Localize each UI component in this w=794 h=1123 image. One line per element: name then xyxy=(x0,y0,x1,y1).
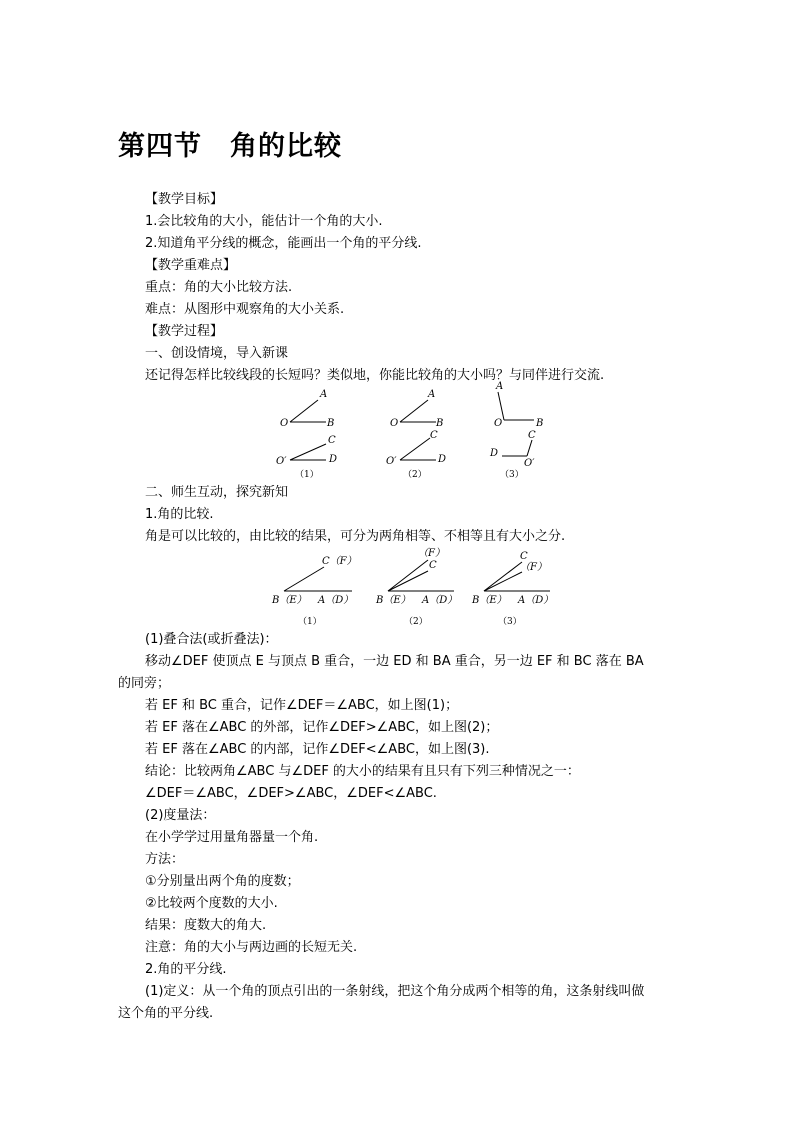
text-line: 2.知道角平分线的概念，能画出一个角的平分线. xyxy=(145,236,422,251)
text-line: 若 EF 落在∠ABC 的外部，记作∠DEF>∠ABC，如上图(2)； xyxy=(145,720,499,735)
point-label: A（D） xyxy=(518,595,554,606)
text-line: 结论：比较两角∠ABC 与∠DEF 的大小的结果有且只有下列三种情况之一： xyxy=(145,764,580,779)
point-label: A xyxy=(496,381,504,392)
text-line: 【教学过程】 xyxy=(145,324,224,339)
point-label: （F） xyxy=(418,548,445,559)
point-label: C xyxy=(429,560,437,571)
point-label: D xyxy=(490,448,499,459)
figure-caption: （3） xyxy=(498,617,522,627)
point-label: D xyxy=(329,454,338,465)
text-line: 若 EF 和 BC 重合，记作∠DEF＝∠ABC，如上图(1)； xyxy=(145,698,459,713)
point-label: A xyxy=(320,389,328,400)
superposition-figure-2 xyxy=(268,544,558,630)
text-line: 方法： xyxy=(145,852,185,867)
point-label: B（E） xyxy=(272,595,307,606)
point-label: D xyxy=(438,454,447,465)
point-label: B xyxy=(536,418,544,429)
text-line: ①分别量出两个角的度数； xyxy=(145,874,300,889)
figure-caption: （3） xyxy=(500,470,524,480)
point-label: C xyxy=(528,430,536,441)
figure-caption: （1） xyxy=(295,470,319,480)
text-line: 结果：度数大的角大. xyxy=(145,918,267,933)
point-label: O xyxy=(494,418,503,429)
point-label: C xyxy=(520,551,528,562)
text-line: 二、师生互动，探究新知 xyxy=(145,485,289,500)
text-line: 难点：从图形中观察角的大小关系. xyxy=(145,302,345,317)
point-label: A（D） xyxy=(318,595,354,606)
text-line: 还记得怎样比较线段的长短吗？类似地，你能比较角的大小吗？与同伴进行交流. xyxy=(145,368,605,383)
point-label: （F） xyxy=(520,562,547,573)
point-label: C（F） xyxy=(322,556,357,567)
figure-caption: （1） xyxy=(298,617,322,627)
text-line: 1.角的比较. xyxy=(145,507,214,522)
page-title: 第四节 角的比较 xyxy=(118,131,342,162)
text-line: 1.会比较角的大小，能估计一个角的大小. xyxy=(145,214,383,229)
text-line: 的同旁； xyxy=(118,676,171,691)
text-line: 若 EF 落在∠ABC 的内部，记作∠DEF<∠ABC，如上图(3). xyxy=(145,742,490,757)
point-label: C xyxy=(328,435,336,446)
point-label: C xyxy=(430,430,438,441)
text-line: 【教学重难点】 xyxy=(145,258,237,273)
text-line: 在小学学过用量角器量一个角. xyxy=(145,830,319,845)
text-line: ②比较两个度数的大小. xyxy=(145,896,278,911)
text-line: (1)叠合法(或折叠法)： xyxy=(145,632,278,647)
point-label: O xyxy=(390,418,399,429)
point-label: B（E） xyxy=(376,595,411,606)
text-line: 角是可以比较的，由比较的结果，可分为两角相等、不相等且有大小之分. xyxy=(145,529,566,544)
text-line: 2.角的平分线. xyxy=(145,962,227,977)
text-line: 移动∠DEF 使顶点 E 与顶点 B 重合，一边 ED 和 BA 重合，另一边 EF 和 BC 落在 BA xyxy=(145,654,644,669)
figure-caption: （2） xyxy=(404,617,428,627)
text-line: (2)度量法： xyxy=(145,808,216,823)
point-label: A xyxy=(428,389,436,400)
point-label: A（D） xyxy=(422,595,458,606)
point-label: B（E） xyxy=(472,595,507,606)
text-line: 注意：角的大小与两边画的长短无关. xyxy=(145,940,358,955)
figure-caption: （2） xyxy=(403,470,427,480)
point-label: O′ xyxy=(276,456,287,467)
point-label: O′ xyxy=(386,456,397,467)
text-line: 重点：角的大小比较方法. xyxy=(145,280,293,295)
text-line: 【教学目标】 xyxy=(145,192,224,207)
angle-comparison-figure-1 xyxy=(270,380,560,480)
point-label: O xyxy=(280,418,289,429)
point-label: B xyxy=(436,418,444,429)
point-label: O′ xyxy=(524,458,535,469)
text-line: 这个角的平分线. xyxy=(118,1006,214,1021)
text-line: (1)定义：从一个角的顶点引出的一条射线，把这个角分成两个相等的角，这条射线叫做 xyxy=(145,984,645,999)
text-line: ∠DEF＝∠ABC，∠DEF>∠ABC，∠DEF<∠ABC. xyxy=(145,786,437,801)
point-label: B xyxy=(327,418,335,429)
text-line: 一、创设情境，导入新课 xyxy=(145,346,289,361)
